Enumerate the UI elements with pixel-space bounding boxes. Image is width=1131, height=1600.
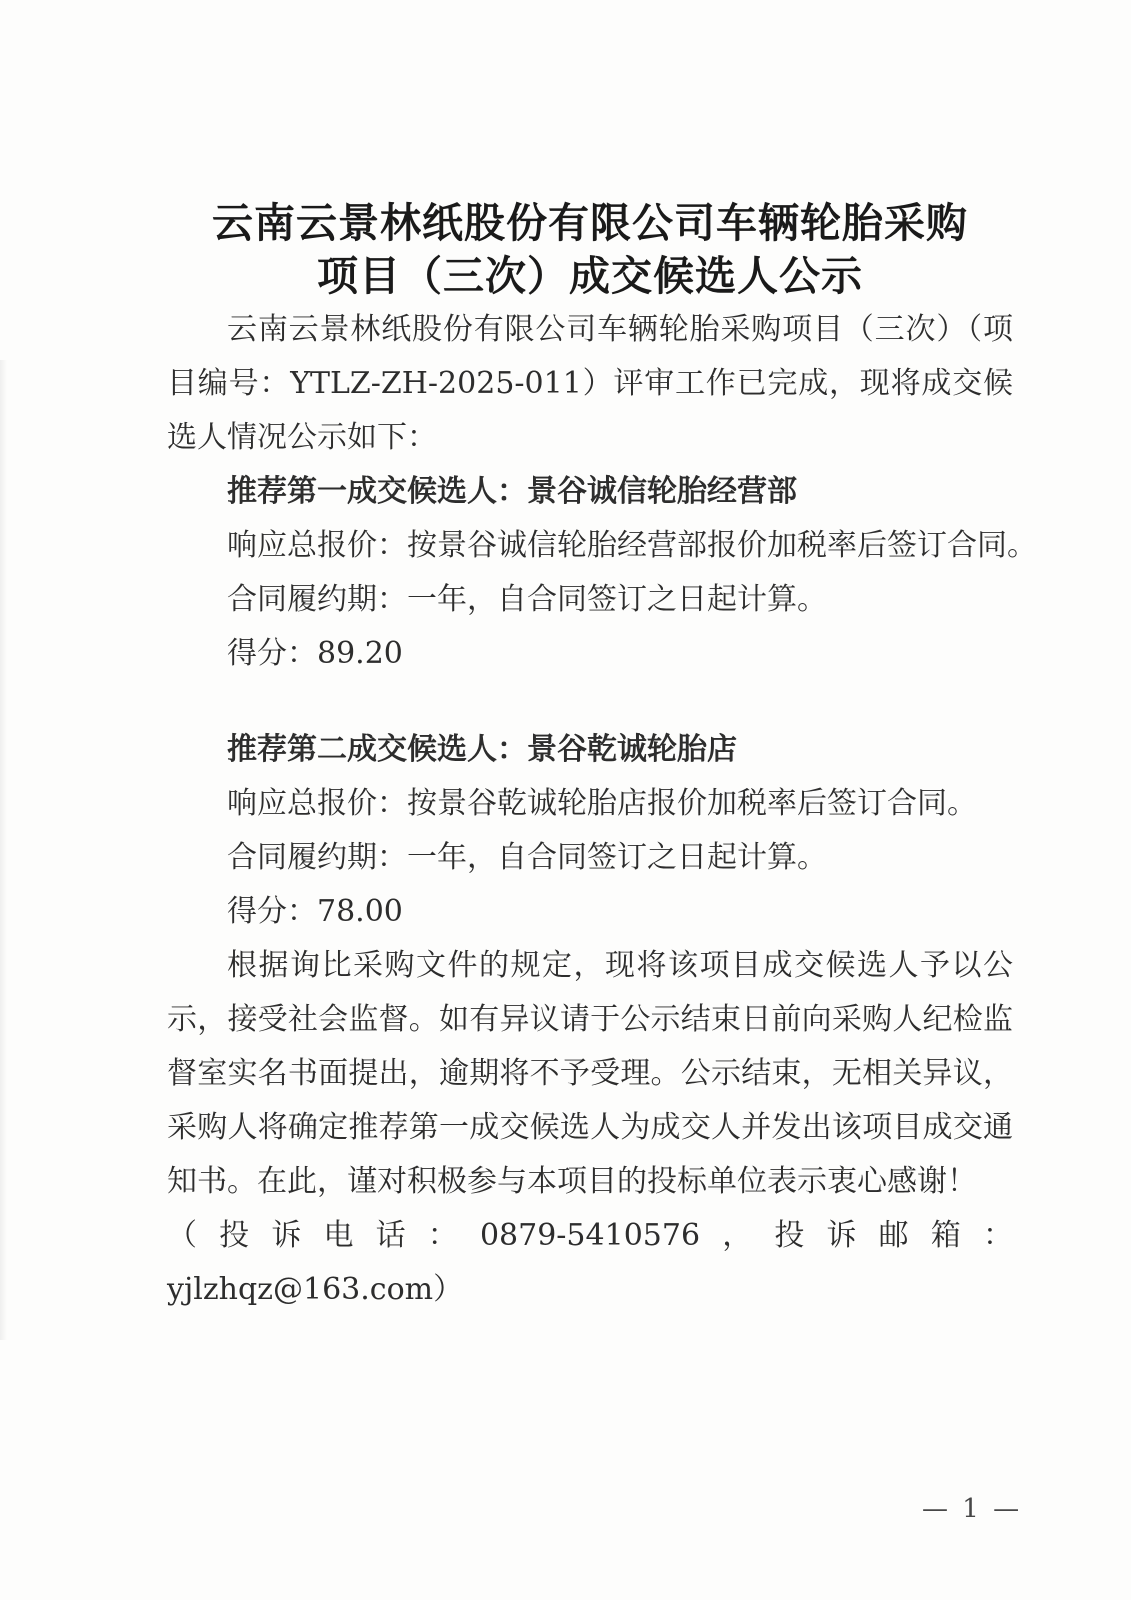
closing-paragraph: 根据询比采购文件的规定，现将该项目成交候选人予以公示，接受社会监督。如有异议请于公示结束日前向采购人纪检监督室实名书面提出，逾期将不予受理。公示结束，无相关异议，采购人将确定推荐第一成交候选人为成交人并发出该项目成交通知书。在此，谨对积极参与本项目的投标单位表示衷心感谢！ (167, 948, 1013, 1199)
candidate-2-score-label: 得分： (227, 894, 317, 929)
candidate-1-heading: 推荐第一成交候选人：景谷诚信轮胎经营部 (227, 474, 797, 509)
scan-edge-artifact (0, 360, 7, 1340)
page-number: — 1 — (922, 1494, 1023, 1524)
document-title (167, 197, 1013, 303)
document-content (167, 0, 1037, 1317)
candidate-2-score-line (167, 885, 1013, 939)
title-line-1: 云南云景林纸股份有限公司车辆轮胎采购 (212, 199, 968, 247)
candidate-2-term-line: 合同履约期：一年，自合同签订之日起计算。 (227, 840, 827, 875)
candidate-2-price-line: 响应总报价：按景谷乾诚轮胎店报价加税率后签订合同。 (227, 786, 977, 821)
title-line-2: 项目（三次）成交候选人公示 (317, 252, 863, 300)
candidate-1-price-line: 响应总报价：按景谷诚信轮胎经营部报价加税率后签订合同。 (227, 528, 1037, 563)
candidate-1-score-value: 89.20 (317, 636, 403, 671)
candidate-2-heading: 推荐第二成交候选人：景谷乾诚轮胎店 (227, 732, 737, 767)
candidate-1-term-line: 合同履约期：一年，自合同签订之日起计算。 (227, 582, 827, 617)
candidate-2-score-value: 78.00 (317, 894, 403, 929)
candidate-section-1 (167, 465, 1037, 681)
candidate-1-score-label: 得分： (227, 636, 317, 671)
contact-line: （投诉电话：0879-5410576，投诉邮箱：yjlzhqz@163.com） (167, 1218, 1013, 1307)
candidate-section-2 (167, 723, 1013, 939)
intro-paragraph: 云南云景林纸股份有限公司车辆轮胎采购项目（三次）（项目编号：YTLZ-ZH-2025-011）评审工作已完成，现将成交候选人情况公示如下： (167, 312, 1013, 455)
candidate-1-score-line (167, 627, 1013, 681)
